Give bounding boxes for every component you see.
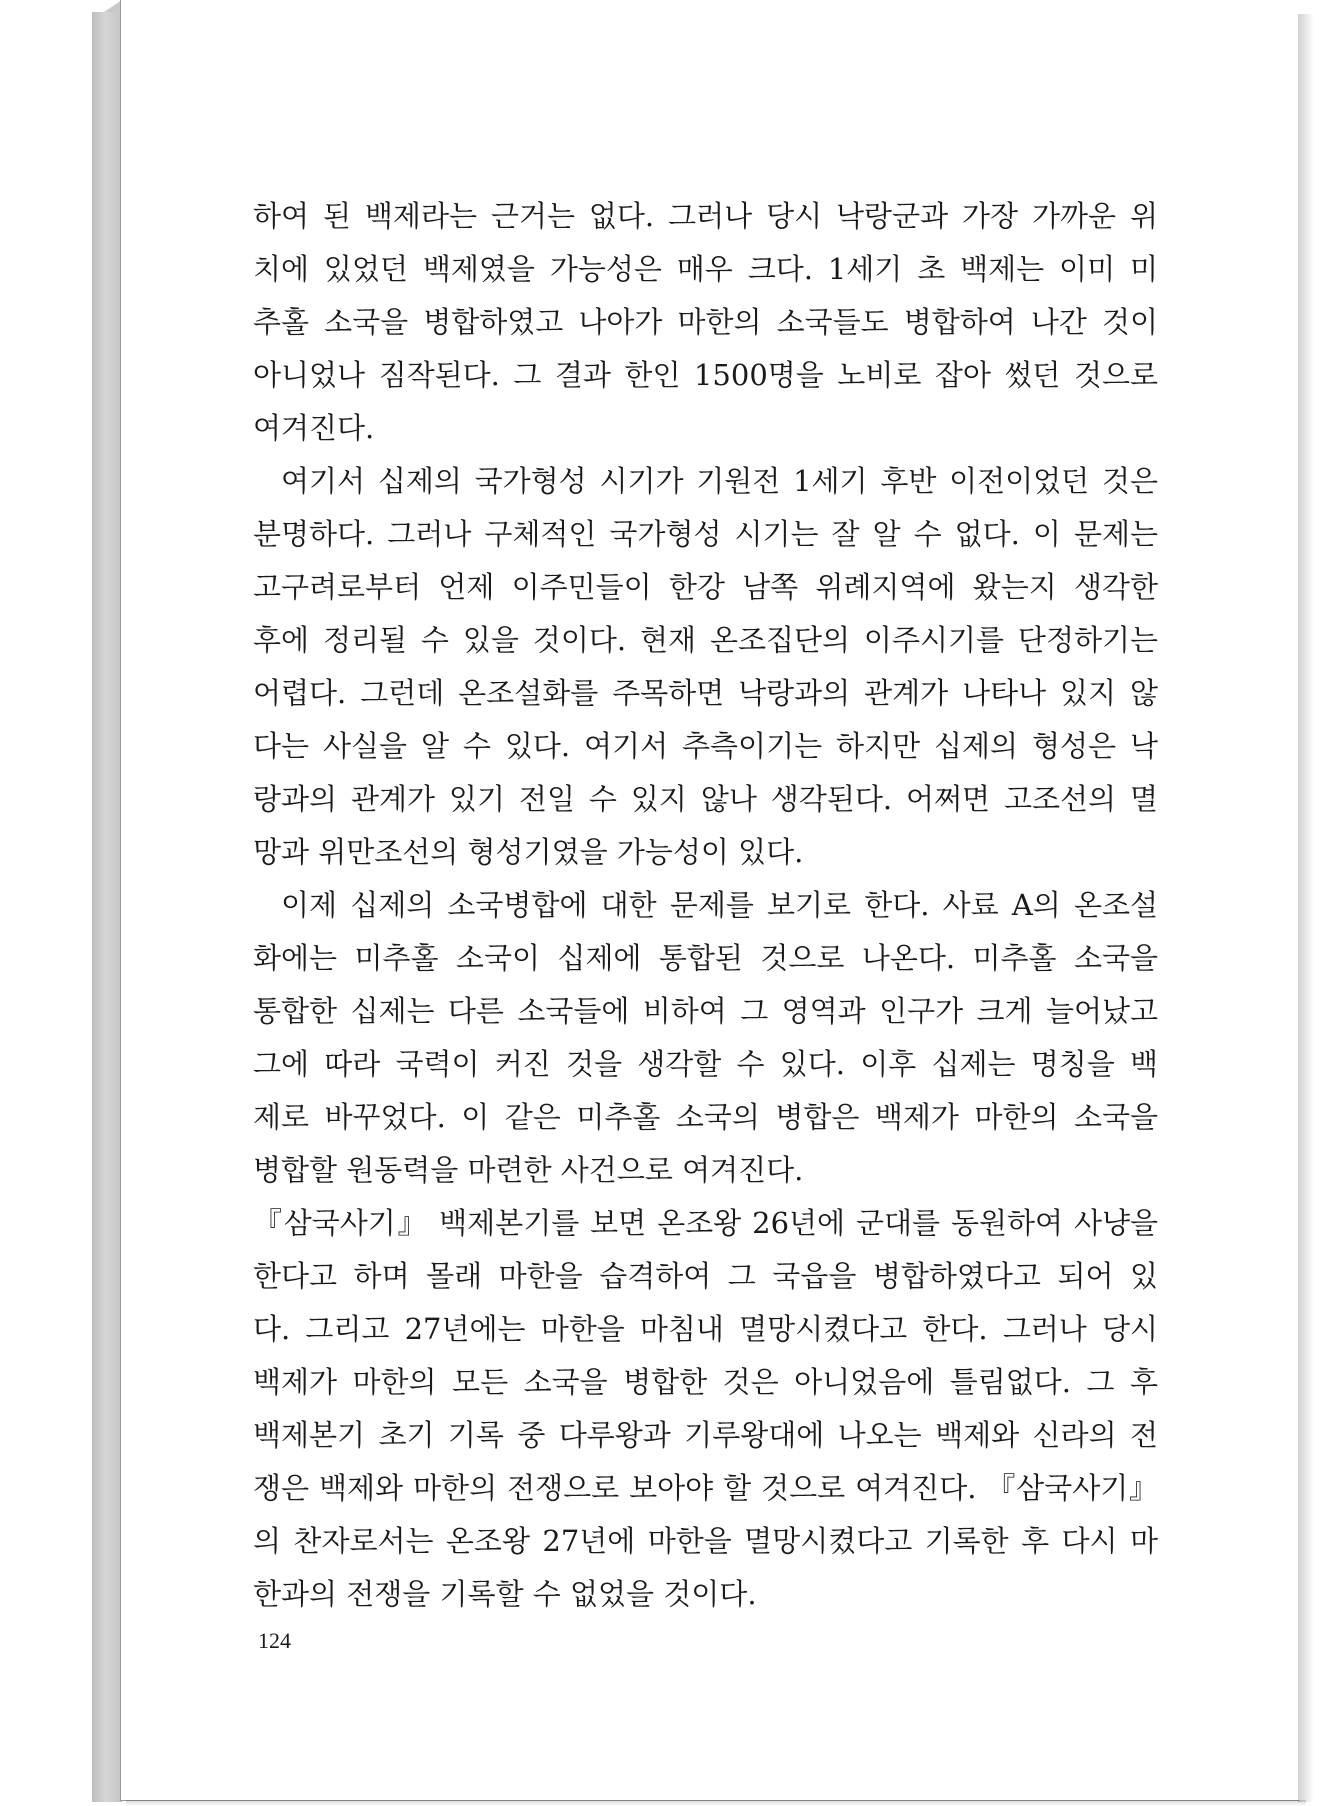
text-line: 백제본기 초기 기록 중 다루왕과 기루왕대에 나오는 백제와 신라의 전 [253,1418,1158,1452]
text-line: 하여 된 백제라는 근거는 없다. 그러나 당시 낙랑군과 가장 가까운 위 [253,199,1158,233]
text-line: 백제가 마한의 모든 소국을 병합한 것은 아니었음에 틀림없다. 그 후 [253,1365,1158,1399]
text-line: 어렵다. 그런데 온조설화를 주목하면 낙랑과의 관계가 나타나 있지 않 [253,676,1158,710]
body-text [253,190,1158,1621]
text-line: 통합한 십제는 다른 소국들에 비하여 그 영역과 인구가 크게 늘어났고 [253,994,1158,1028]
text-line: 여겨진다. [253,411,375,445]
page-shadow-bottom [126,1800,1306,1806]
text-line: 후에 정리될 수 있을 것이다. 현재 온조집단의 이주시기를 단정하기는 [253,623,1158,657]
text-line: 쟁은 백제와 마한의 전쟁으로 보아야 할 것으로 여겨진다. 『삼국사기』 [253,1471,1158,1505]
text-line: 화에는 미추홀 소국이 십제에 통합된 것으로 나온다. 미추홀 소국을 [253,941,1158,975]
text-line: 다. 그리고 27년에는 마한을 마침내 멸망시켰다고 한다. 그러나 당시 [253,1312,1158,1346]
text-line: 고구려로부터 언제 이주민들이 한강 남쪽 위례지역에 왔는지 생각한 [253,570,1158,604]
text-line: 제로 바꾸었다. 이 같은 미추홀 소국의 병합은 백제가 마한의 소국을 [253,1100,1158,1134]
text-line: 아니었나 짐작된다. 그 결과 한인 1500명을 노비로 잡아 썼던 것으로 [253,358,1158,392]
paragraph-first-line: 『삼국사기』 백제본기를 보면 온조왕 26년에 군대를 동원하여 사냥을 [253,1206,1158,1240]
text-line: 다는 사실을 알 수 있다. 여기서 추측이기는 하지만 십제의 형성은 낙 [253,729,1158,763]
text-line: 망과 위만조선의 형성기였을 가능성이 있다. [253,835,804,869]
paragraph-first-line: 여기서 십제의 국가형성 시기가 기원전 1세기 후반 이전이었던 것은 [281,464,1158,498]
text-line: 의 찬자로서는 온조왕 27년에 마한을 멸망시켰다고 기록한 후 다시 마 [253,1524,1158,1558]
text-line: 추홀 소국을 병합하였고 나아가 마한의 소국들도 병합하여 나간 것이 [253,305,1158,339]
text-line: 한과의 전쟁을 기록할 수 없었을 것이다. [253,1577,757,1611]
book-spine [92,12,122,1802]
text-line: 분명하다. 그러나 구체적인 국가형성 시기는 잘 알 수 없다. 이 문제는 [253,517,1158,551]
page-number: 124 [258,1628,291,1653]
text-line: 병합할 원동력을 마련한 사건으로 여겨진다. [253,1153,804,1187]
page-shadow-right [1298,14,1314,1802]
text-line: 한다고 하며 몰래 마한을 습격하여 그 국읍을 병합하였다고 되어 있 [253,1259,1158,1293]
text-line: 그에 따라 국력이 커진 것을 생각할 수 있다. 이후 십제는 명칭을 백 [253,1047,1158,1081]
text-line: 랑과의 관계가 있기 전일 수 있지 않나 생각된다. 어쩌면 고조선의 멸 [253,782,1158,816]
text-line: 치에 있었던 백제였을 가능성은 매우 크다. 1세기 초 백제는 이미 미 [253,252,1158,286]
paragraph-first-line: 이제 십제의 소국병합에 대한 문제를 보기로 한다. 사료 A의 온조설 [281,888,1158,922]
